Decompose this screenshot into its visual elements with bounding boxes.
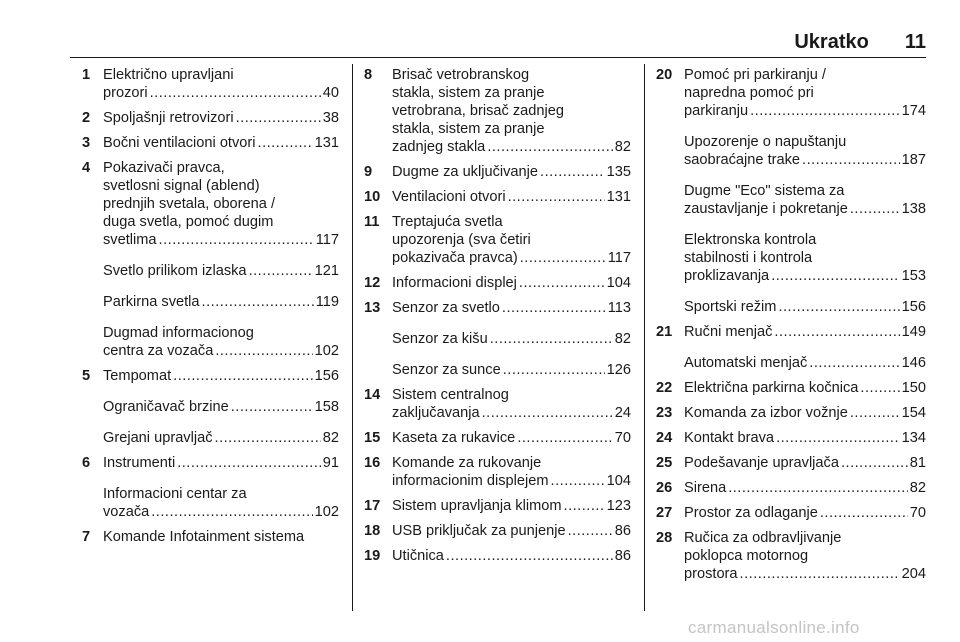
entry-text: svetlosni signal (ablend) — [103, 178, 260, 194]
entry-page-number: 91 — [322, 455, 339, 471]
entry-text: Kontakt brava — [684, 430, 775, 446]
index-entry — [82, 159, 339, 249]
column-divider-1 — [352, 64, 353, 611]
dot-leader — [508, 188, 605, 206]
entry-text: Električna parkirna kočnica — [684, 380, 859, 396]
entry-number: 1 — [82, 67, 91, 83]
column-divider-2 — [644, 64, 645, 611]
entry-text: Automatski menjač — [684, 355, 808, 371]
entry-text: napredna pomoć pri — [684, 85, 814, 101]
dot-leader — [490, 330, 613, 348]
index-subentry — [656, 354, 926, 372]
index-subentry — [82, 398, 339, 416]
entry-text: saobraćajne trake — [684, 152, 801, 168]
index-column-1 — [82, 66, 339, 553]
index-entry — [82, 134, 339, 152]
entry-page-number: 24 — [614, 405, 631, 421]
entry-page-number: 123 — [606, 498, 631, 514]
dot-leader — [771, 267, 899, 285]
index-entry — [82, 66, 339, 102]
entry-number: 22 — [656, 380, 673, 396]
index-entry — [82, 454, 339, 472]
index-entry — [364, 497, 631, 515]
entry-text: Sistem upravljanja klimom — [392, 498, 562, 514]
index-entry — [656, 66, 926, 120]
index-entry — [364, 429, 631, 447]
dot-leader — [215, 342, 312, 360]
page-number: 11 — [904, 31, 926, 53]
entry-text: Sirena — [684, 480, 727, 496]
entry-text: Dugme za uključivanje — [392, 164, 539, 180]
entry-page-number: 38 — [322, 110, 339, 126]
dot-leader — [446, 547, 613, 565]
entry-text: zaustavljanje i pokretanje — [684, 201, 848, 217]
dot-leader — [809, 354, 899, 372]
index-entry — [656, 529, 926, 583]
entry-page-number: 113 — [607, 300, 631, 316]
entry-number: 12 — [364, 275, 381, 291]
entry-text: prostora — [684, 566, 738, 582]
dot-leader — [551, 472, 605, 490]
dot-leader — [520, 249, 606, 267]
entry-text: vozača — [103, 504, 150, 520]
dot-leader — [215, 429, 321, 447]
entry-number: 17 — [364, 498, 381, 514]
entry-page-number: 86 — [614, 548, 631, 564]
entry-page-number: 174 — [901, 103, 926, 119]
entry-text: informacionim displejem — [392, 473, 549, 489]
entry-text: Komande Infotainment sistema — [103, 529, 305, 545]
dot-leader — [774, 323, 899, 341]
entry-page-number: 131 — [606, 189, 631, 205]
entry-text: Senzor za sunce — [392, 362, 501, 378]
entry-page-number: 104 — [606, 473, 631, 489]
index-entry — [364, 386, 631, 422]
entry-page-number: 204 — [901, 566, 926, 582]
dot-leader — [519, 274, 605, 292]
dot-leader — [860, 379, 899, 397]
index-entry — [364, 188, 631, 206]
index-entry — [364, 522, 631, 540]
index-entry — [364, 547, 631, 565]
section-title: Ukratko — [794, 31, 869, 53]
entry-text: duga svetla, pomoć dugim — [103, 214, 274, 230]
index-entry — [656, 454, 926, 472]
entry-page-number: 117 — [315, 232, 339, 248]
index-subentry — [656, 298, 926, 316]
dot-leader — [802, 151, 900, 169]
entry-text: Pomoć pri parkiranju / — [684, 67, 826, 83]
entry-text: Utičnica — [392, 548, 444, 564]
index-entry — [82, 109, 339, 127]
entry-page-number: 81 — [909, 455, 926, 471]
entry-number: 9 — [364, 164, 373, 180]
entry-text: stakla, sistem za pranje — [392, 85, 545, 101]
dot-leader — [258, 134, 313, 152]
entry-page-number: 102 — [314, 343, 339, 359]
entry-text: Komande za rukovanje — [392, 455, 542, 471]
dot-leader — [778, 298, 899, 316]
entry-page-number: 149 — [901, 324, 926, 340]
header-rule — [70, 57, 926, 58]
entry-number: 14 — [364, 387, 381, 403]
entry-text: Sportski režim — [684, 299, 777, 315]
dot-leader — [850, 200, 900, 218]
entry-page-number: 146 — [901, 355, 926, 371]
entry-text: Komanda za izbor vožnje — [684, 405, 848, 421]
entry-text: Spoljašnji retrovizori — [103, 110, 234, 126]
entry-text: Prostor za odlaganje — [684, 505, 818, 521]
index-column-3 — [656, 66, 926, 590]
dot-leader — [151, 503, 312, 521]
index-entry — [656, 504, 926, 522]
index-entry — [656, 479, 926, 497]
entry-text: Sistem centralnog — [392, 387, 509, 403]
entry-text: Pokazivači pravca, — [103, 160, 225, 176]
dot-leader — [740, 565, 900, 583]
entry-text: vetrobrana, brisač zadnjeg — [392, 103, 564, 119]
entry-text: Upozorenje o napuštanju — [684, 134, 847, 150]
entry-text: zaključavanja — [392, 405, 480, 421]
index-entry — [364, 274, 631, 292]
entry-page-number: 104 — [606, 275, 631, 291]
entry-page-number: 119 — [315, 294, 339, 310]
entry-text: Informacioni centar za — [103, 486, 247, 502]
dot-leader — [502, 299, 606, 317]
entry-page-number: 150 — [901, 380, 926, 396]
entry-number: 25 — [656, 455, 673, 471]
entry-text: Bočni ventilacioni otvori — [103, 135, 256, 151]
index-subentry — [82, 293, 339, 311]
entry-page-number: 153 — [901, 268, 926, 284]
entry-number: 27 — [656, 505, 673, 521]
dot-leader — [728, 479, 908, 497]
entry-text: Dugme "Eco" sistema za — [684, 183, 845, 199]
entry-number: 19 — [364, 548, 381, 564]
entry-number: 16 — [364, 455, 381, 471]
entry-text: Senzor za svetlo — [392, 300, 500, 316]
entry-text: Tempomat — [103, 368, 172, 384]
entry-page-number: 82 — [614, 331, 631, 347]
index-subentry — [82, 485, 339, 521]
entry-number: 18 — [364, 523, 381, 539]
entry-page-number: 82 — [909, 480, 926, 496]
entry-number: 10 — [364, 189, 381, 205]
index-entry — [656, 323, 926, 341]
index-entry — [364, 163, 631, 181]
entry-number: 24 — [656, 430, 673, 446]
entry-number: 15 — [364, 430, 381, 446]
index-subentry — [82, 429, 339, 447]
dot-leader — [173, 367, 313, 385]
index-subentry — [656, 182, 926, 218]
dot-leader — [177, 454, 321, 472]
entry-page-number: 70 — [909, 505, 926, 521]
entry-number: 8 — [364, 67, 373, 83]
dot-leader — [841, 454, 908, 472]
entry-page-number: 135 — [606, 164, 631, 180]
entry-text: Senzor za kišu — [392, 331, 488, 347]
entry-text: proklizavanja — [684, 268, 770, 284]
index-entry — [364, 454, 631, 490]
entry-text: Ručica za odbravljivanje — [684, 530, 842, 546]
index-entry — [82, 367, 339, 385]
entry-page-number: 131 — [314, 135, 339, 151]
dot-leader — [150, 84, 321, 102]
dot-leader — [850, 404, 900, 422]
entry-page-number: 82 — [322, 430, 339, 446]
index-entry — [364, 299, 631, 317]
entry-text: Svetlo prilikom izlaska — [103, 263, 247, 279]
entry-page-number: 40 — [322, 85, 339, 101]
entry-number: 4 — [82, 160, 91, 176]
entry-text: svetlima — [103, 232, 157, 248]
index-subentry — [82, 262, 339, 280]
index-entry — [82, 528, 339, 546]
index-entry — [656, 404, 926, 422]
entry-page-number: 117 — [607, 250, 631, 266]
entry-number: 5 — [82, 368, 91, 384]
entry-text: Ručni menjač — [684, 324, 773, 340]
entry-page-number: 158 — [314, 399, 339, 415]
entry-page-number: 82 — [614, 139, 631, 155]
dot-leader — [564, 497, 605, 515]
entry-page-number: 86 — [614, 523, 631, 539]
index-column-2 — [364, 66, 631, 572]
index-entry — [364, 213, 631, 267]
entry-text: USB priključak za punjenje — [392, 523, 566, 539]
entry-text: upozorenja (sva četiri — [392, 232, 531, 248]
entry-text: parkiranju — [684, 103, 749, 119]
entry-text: Ventilacioni otvori — [392, 189, 506, 205]
entry-number: 13 — [364, 300, 381, 316]
entry-page-number: 126 — [606, 362, 631, 378]
entry-text: poklopca motornog — [684, 548, 809, 564]
entry-text: Ograničavač brzine — [103, 399, 229, 415]
index-subentry — [364, 361, 631, 379]
entry-number: 28 — [656, 530, 673, 546]
entry-text: centra za vozača — [103, 343, 214, 359]
entry-text: Kaseta za rukavice — [392, 430, 516, 446]
dot-leader — [540, 163, 605, 181]
entry-text: prednjih svetala, oborena / — [103, 196, 275, 212]
entry-number: 20 — [656, 67, 673, 83]
index-subentry — [656, 231, 926, 285]
entry-number: 26 — [656, 480, 673, 496]
page-header — [70, 28, 926, 54]
dot-leader — [249, 262, 313, 280]
entry-page-number: 121 — [314, 263, 339, 279]
entry-text: Treptajuća svetla — [392, 214, 503, 230]
index-entry — [656, 429, 926, 447]
entry-text: pokazivača pravca) — [392, 250, 518, 266]
dot-leader — [487, 138, 612, 156]
entry-text: Parkirna svetla — [103, 294, 200, 310]
index-subentry — [82, 324, 339, 360]
entry-text: Informacioni displej — [392, 275, 517, 291]
dot-leader — [482, 404, 613, 422]
index-entry — [364, 66, 631, 156]
index-entry — [656, 379, 926, 397]
dot-leader — [820, 504, 908, 522]
watermark: carmanualsonline.info — [688, 618, 860, 637]
dot-leader — [159, 231, 314, 249]
entry-text: prozori — [103, 85, 148, 101]
entry-number: 23 — [656, 405, 673, 421]
entry-text: Instrumenti — [103, 455, 176, 471]
dot-leader — [503, 361, 605, 379]
entry-number: 7 — [82, 529, 91, 545]
entry-page-number: 154 — [901, 405, 926, 421]
dot-leader — [750, 102, 900, 120]
index-subentry — [364, 330, 631, 348]
entry-page-number: 70 — [614, 430, 631, 446]
entry-text: stabilnosti i kontrola — [684, 250, 813, 266]
entry-number: 11 — [364, 214, 380, 230]
entry-number: 2 — [82, 110, 91, 126]
entry-number: 21 — [656, 324, 673, 340]
index-subentry — [656, 133, 926, 169]
entry-page-number: 187 — [901, 152, 926, 168]
entry-text: Brisač vetrobranskog — [392, 67, 530, 83]
entry-page-number: 156 — [901, 299, 926, 315]
entry-text: Podešavanje upravljača — [684, 455, 839, 471]
dot-leader — [231, 398, 313, 416]
entry-page-number: 138 — [901, 201, 926, 217]
dot-leader — [236, 109, 321, 127]
entry-text: zadnjeg stakla — [392, 139, 486, 155]
entry-page-number: 134 — [901, 430, 926, 446]
dot-leader — [202, 293, 314, 311]
entry-text: Dugmad informacionog — [103, 325, 254, 341]
entry-number: 3 — [82, 135, 91, 151]
entry-text: Električno upravljani — [103, 67, 234, 83]
entry-text: Elektronska kontrola — [684, 232, 817, 248]
entry-text: stakla, sistem za pranje — [392, 121, 545, 137]
entry-page-number: 102 — [314, 504, 339, 520]
entry-page-number: 156 — [314, 368, 339, 384]
dot-leader — [776, 429, 900, 447]
entry-number: 6 — [82, 455, 91, 471]
dot-leader — [568, 522, 613, 540]
entry-text: Grejani upravljač — [103, 430, 213, 446]
dot-leader — [517, 429, 612, 447]
